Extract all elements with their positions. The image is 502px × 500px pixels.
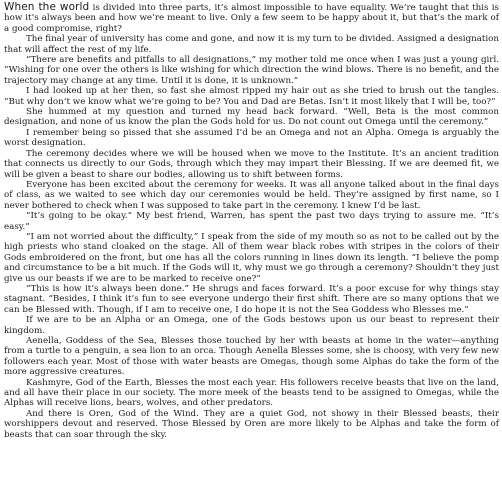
paragraph-aenella: Aenella, Goddess of the Sea, Blesses those touched by her with beasts at home in the water—anything from a turtle to a penguin, a sea lion to an orca. Though Aenella Blesses some, she is choosy, with very few new followers each year. Most of those with water beasts are Omegas, though some Alphas do take the form of the more aggressive creatures. xyxy=(4,336,499,378)
chapter-lead-in: When the world xyxy=(4,1,90,13)
paragraph-ceremony: The ceremony decides where we will be housed when we move to the Institute. It’s an ancient tradition that connects us directly to our Gods, through which they may impart their Blessing. If we are deemed fit, we will be given a beast to share our bodies, allowing us to shift between forms. xyxy=(4,148,499,180)
paragraph-always-been-done: “This is how it’s always been done.” He shrugs and faces forward. It’s a poor excuse for why things stay stagnant. “Besides, I think it’s fun to see everyone undergo their first shift. There are so many options that we can be Blessed with. Though, if I am to receive one, I do hope it is not the Sea Goddess who Blesses me.” xyxy=(4,283,499,315)
paragraph-alpha-omega: If we are to be an Alpha or an Omega, one of the Gods bestows upon us our beast to represent their kingdom. xyxy=(4,315,499,336)
paragraph-looked-up: I had looked up at her then, so fast she almost ripped my hair out as she tried to brush out the tangles. “But why don’t we know what we’re going to be? You and Dad are Betas. Isn’t it most likely that I will be, too?” xyxy=(4,86,499,107)
paragraph-oren: And there is Oren, God of the Wind. They are a quiet God, not showy in their Blessed beasts, their worshippers devout and reserved. Those Blessed by Oren are more likely to be Alphas and take the form of beasts that can soar through the sky. xyxy=(4,408,499,440)
opening-text: is divided into three parts, it’s almost impossible to have equality. We’re taught that this is how it’s always been and how we’re meant to live. Only a few seem to be happy about it, but that’s the mark of a good compromise, right? xyxy=(4,3,499,34)
paragraph-mother-quote: “There are benefits and pitfalls to all designations,” my mother told me once when I was just a young girl. “Wishing for one over the others is like wishing for which direction the wind blows. There is no benefit, and the trajectory may change at any time. Until it is done, it is unknown.” xyxy=(4,55,499,86)
paragraph-she-hummed: She hummed at my question and turned my head back forward. “Well, Beta is the most common designation, and none of us know the plan the Gods hold for us. Do not count out Omega until the ceremony.” xyxy=(4,107,499,128)
paragraph-not-worried: “I am not worried about the difficulty,” I speak from the side of my mouth so as not to be called out by the high priests who stand cloaked on the stage. All of them wear black robes with stripes in the colors of their Gods embroidered on the front, but one has all the colors running in lines down its length. “I believe the pomp and circumstance to be a bit much. If the Gods will it, why must we go through a ceremony? Shouldn’t they just give us our beasts if we are to be marked to receive one?” xyxy=(4,231,499,284)
paragraph-remember: I remember being so pissed that she assumed I’d be an Omega and not an Alpha. Omega is arguably the worst designation. xyxy=(4,127,499,149)
paragraph-going-to-be-okay: “It’s going to be okay.” My best friend, Warren, has spent the past two days trying to assure me. “It’s easy.” xyxy=(4,211,499,232)
paragraph-kashmyre: Kashmyre, God of the Earth, Blesses the most each year. His followers receive beasts that live on the land, and all have their place in our society. The more meek of the beasts tend to be assigned to Omegas, while the Alphas will receive lions, bears, wolves, and other predators. xyxy=(4,377,499,409)
paragraph-everyone-excited: Everyone has been excited about the ceremony for weeks. It was all anyone talked about in the final days of class, as we waited to see which day our ceremonies would be held. They’re assigned by first name, so I never bothered to check when I was supposed to take part in the ceremony. I knew I’d be last. xyxy=(4,179,499,211)
paragraph-designation: The final year of university has come and gone, and now it is my turn to be divided. Assigned a designation that will affect the rest of my life. xyxy=(4,34,500,55)
opening-paragraph xyxy=(4,2,499,34)
